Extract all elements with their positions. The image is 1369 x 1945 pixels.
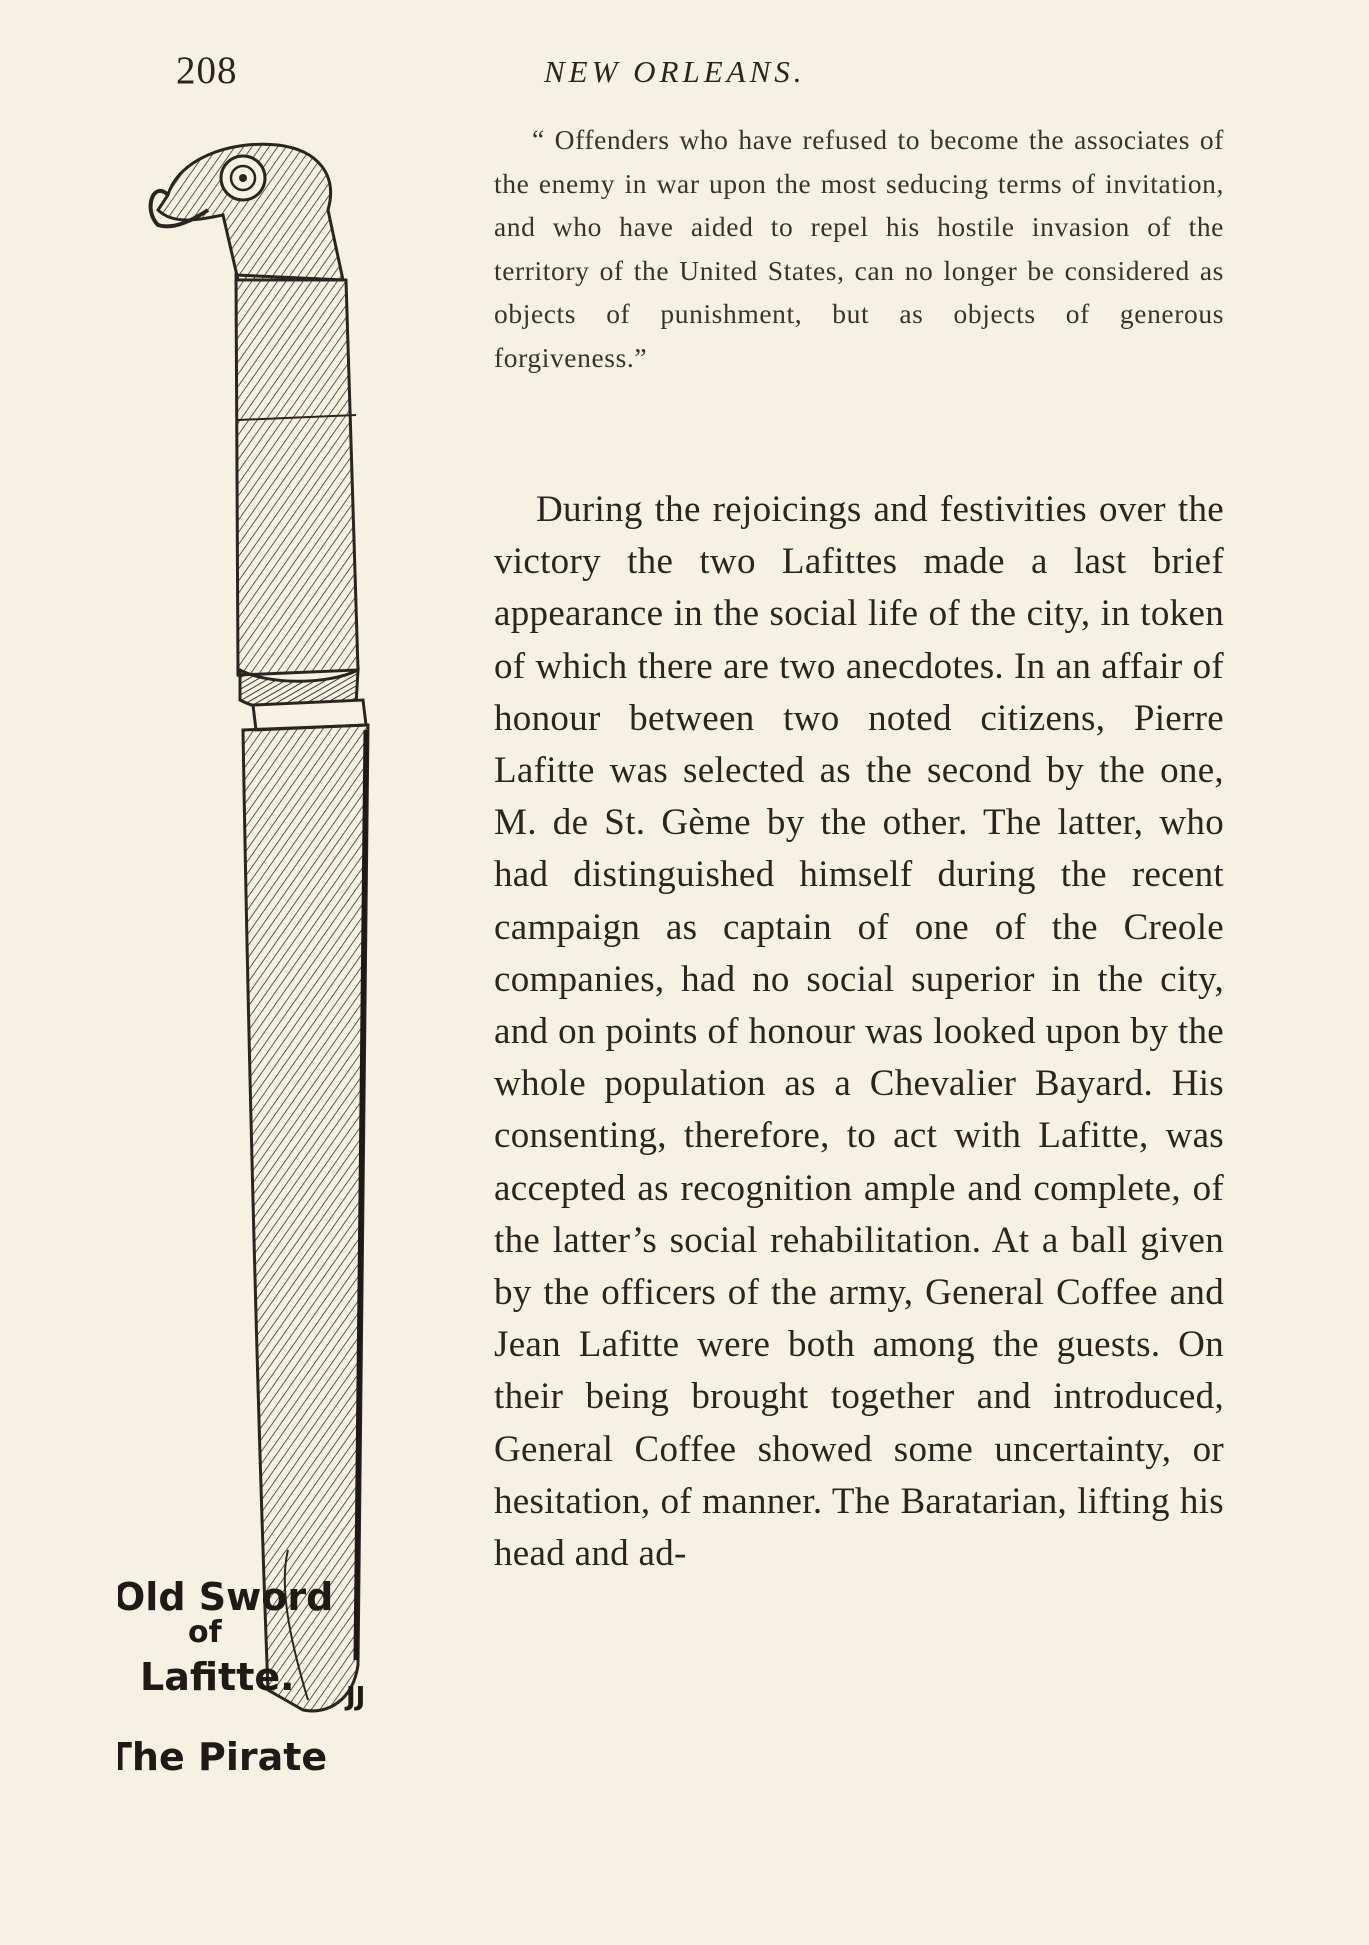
page-header [0,40,1369,100]
quotation-block [494,118,1224,379]
svg-text:The Pirate: The Pirate [118,1735,328,1779]
svg-text:Old Sword: Old Sword [118,1575,334,1619]
body-text [494,484,1224,1580]
svg-text:Lafitte.: Lafitte. [140,1655,295,1699]
quotation-text: “ Offenders who have refused to become the associates of the enemy in war upon the most seducing terms of invitation, and who have aided to repel his hostile invasion of the territory of the United States, can no longer be considered as objects of punishment, but as objects of generous forgiveness.” [494,124,1224,373]
running-head: NEW ORLEANS. [544,54,806,89]
svg-text:JJ: JJ [346,1682,366,1712]
old-sword-drawing-icon [118,130,478,1890]
svg-text:of: of [188,1615,222,1650]
page-number: 208 [176,49,238,92]
sword-illustration [118,130,478,1890]
body-paragraph: During the rejoicings and festivities over the victory the two Lafittes made a last brief appearance in the social life of the city, in token of which there are two anecdotes. In an affair of honour between two noted citizens, Pierre Lafitte was selected as the second by the one, M. de St. Gème by the other. The latter, who had distinguished himself during the recent campaign as captain of one of the Creole companies, had no social superior in the city, and on points of honour was looked upon by the whole population as a Chevalier Bayard. His consenting, therefore, to act with Lafitte, was accepted as recognition ample and complete, of the latter’s social rehabilitation. At a ball given by the officers of the army, General Coffee and Jean Lafitte were both among the guests. On their being brought together and introduced, General Coffee showed some uncertainty, or hesitation, of manner. The Baratarian, lifting his head and ad- [494,489,1224,1575]
